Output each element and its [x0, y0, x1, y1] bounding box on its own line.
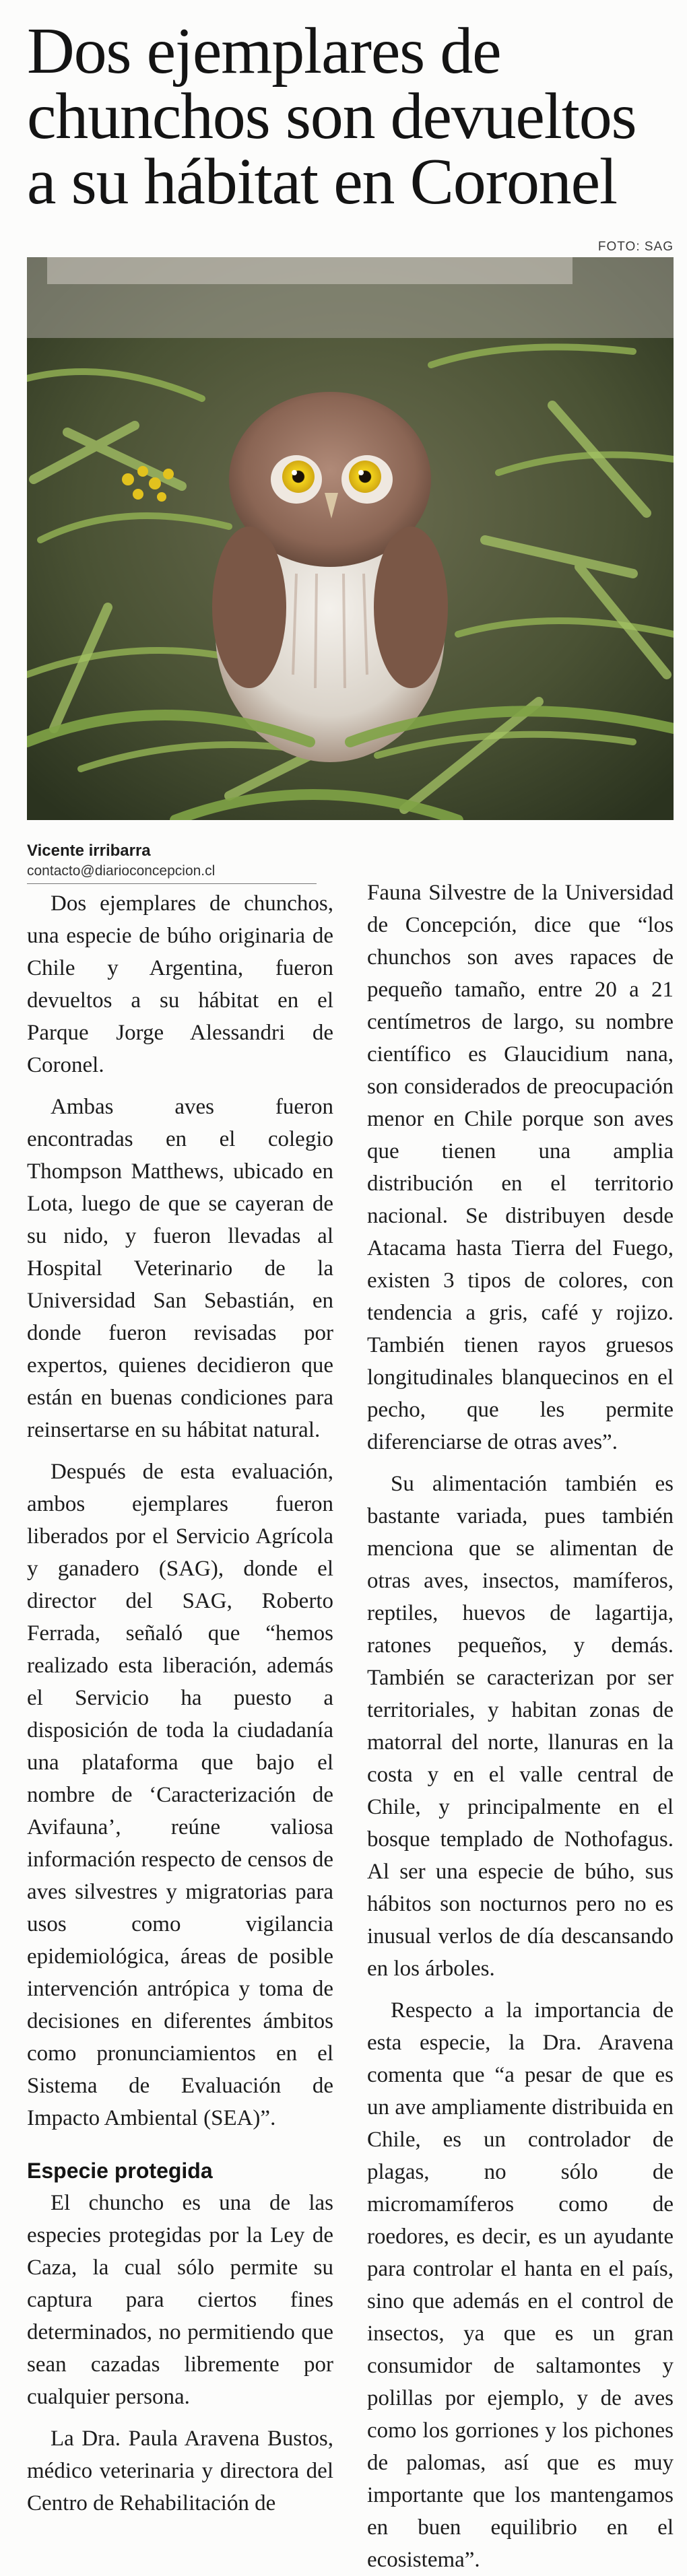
byline: [27, 842, 337, 884]
article-paragraph: Su alimentación también es bastante variada, pues también menciona que se alimentan de otras aves, insectos, mamíferos, reptiles, huevos de lagartija, ratones pequeños, y demás. También se caracterizan por ser territoriales, y habitan zonas de matorral del norte, llanuras en la costa y en el valle central de Chile, y principalmente en el bosque templado de Nothofagus. Al ser una especie de búho, sus hábitos son nocturnos pero no es inusual verlos de día descansando en los árboles.: [367, 1472, 674, 1981]
headline-line: chunchos son devueltos: [27, 80, 636, 153]
article-paragraph: Después de esta evaluación, ambos ejemplares fueron liberados por el Servicio Agrícola y ganadero (SAG), donde el director del SAG, Roberto Ferrada, señaló que “hemos realizado esta liberación, además el Servicio ha puesto a disposición de toda la ciudadanía una plataforma que bajo el nombre de ‘Caracterización de Avifauna’, reúne valiosa información respecto de censos de aves silvestres y migratorias para usos como vigilancia epidemiológica, áreas de posible intervención antrópica y toma de decisiones en diferentes ámbitos como pronunciamientos en el Sistema de Evaluación de Impacto Ambiental (SEA)”.: [27, 1460, 333, 2130]
article-paragraph: Fauna Silvestre de la Universidad de Concepción, dice que “los chunchos son aves rapaces de pequeño tamaño, entre 20 a 21 centímetros de largo, su nombre científico es Glaucidium nana, son considerados de preocupación menor en Chile porque son aves que tienen una amplia distribución en el territorio nacional. Se distribuyen desde Atacama hasta Tierra del Fuego, existen 3 tipos de colores, con tendencia a gris, café y rojizo. También tienen rayos gruesos longitudinales blanquecinos en el pecho, que les permite diferenciarse de otras aves”.: [367, 881, 674, 1454]
owl-photo: [27, 257, 674, 820]
headline: [27, 15, 674, 218]
photo-credit: FOTO: SAG: [597, 240, 674, 254]
owl-photo-illustration: [27, 257, 674, 820]
article-paragraph: La Dra. Paula Aravena Bustos, médico veterinaria y directora del Centro de Rehabilitación de: [27, 2427, 333, 2515]
article-paragraph: Dos ejemplares de chunchos, una especie de búho originaria de Chile y Argentina, fueron devueltos a su hábitat en el Parque Jorge Alessandri de Coronel.: [27, 891, 333, 1077]
headline-line: a su hábitat en Coronel: [27, 145, 617, 218]
article-paragraph: Respecto a la importancia de esta especie, la Dra. Aravena comenta que “a pesar de que es un ave ampliamente distribuida en Chile, es un controlador de plagas, no sólo de micromamíferos como de roedores, es decir, es un ayudante para controlar el hanta en el país, sino que además en el control de insectos, ya que es un gran consumidor de saltamontes y polillas por ejemplo, y de aves como los gorriones y los pichones de palomas, así que es muy importante que los mantengamos en buen equilibrio en el ecosistema”.: [367, 1998, 674, 2572]
headline-line: Dos ejemplares de: [27, 15, 501, 88]
article-column-left: [27, 887, 333, 2519]
article-paragraph: El chuncho es una de las especies protegidas por la Ley de Caza, la cual sólo permite su captura para ciertos fines determinados, no permitiendo que sean cazadas libremente por cualquier persona.: [27, 2191, 333, 2409]
article-column-right: [367, 877, 674, 2576]
author-name: Vicente irribarra: [27, 842, 151, 860]
section-subheading: Especie protegida: [27, 2159, 213, 2183]
byline-divider: [27, 883, 317, 884]
article-paragraph: Ambas aves fueron encontradas en el colegio Thompson Matthews, ubicado en Lota, luego de que se cayeran de su nido, y fueron llevadas al Hospital Veterinario de la Universidad San Sebastián, en donde fueron revisadas por expertos, quienes decidieron que están en buenas condiciones para reinsertarse en su hábitat natural.: [27, 1095, 333, 1442]
author-contact: contacto@diarioconcepcion.cl: [27, 863, 216, 879]
